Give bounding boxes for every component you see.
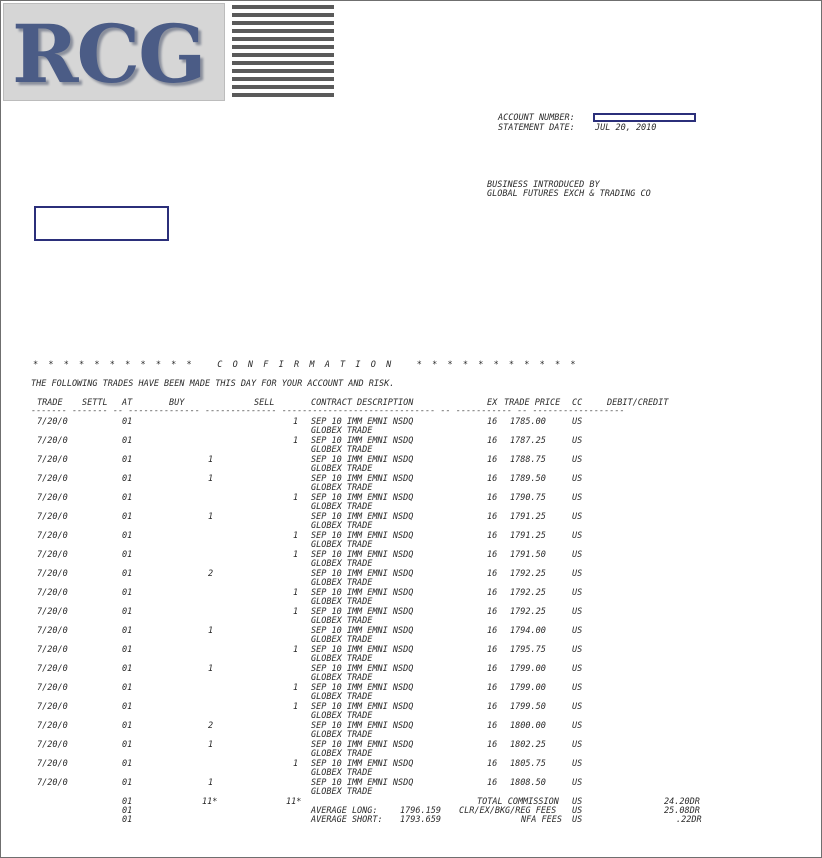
trade-exchange: 16 bbox=[487, 702, 498, 712]
trade-sell: 1 bbox=[293, 417, 299, 427]
trade-date: 7/20/0 bbox=[37, 702, 68, 712]
col-trade: TRADE bbox=[37, 398, 63, 408]
trade-exchange: 16 bbox=[487, 721, 498, 731]
trade-cc: US bbox=[572, 550, 583, 560]
trade-description-line2: GLOBEX TRADE bbox=[311, 426, 373, 436]
total-commission-amount: 24.20DR bbox=[664, 797, 700, 807]
summary-cc-3: US bbox=[572, 815, 583, 825]
col-at: AT bbox=[122, 398, 133, 408]
trade-price: 1808.50 bbox=[510, 778, 546, 788]
trade-exchange: 16 bbox=[487, 417, 498, 427]
trade-date: 7/20/0 bbox=[37, 417, 68, 427]
summary-cc-2: US bbox=[572, 806, 583, 816]
trade-description: SEP 10 IMM EMNI NSDQ bbox=[311, 702, 414, 712]
trade-sell: 1 bbox=[293, 607, 299, 617]
trade-sell: 1 bbox=[293, 436, 299, 446]
trade-sell: 1 bbox=[293, 588, 299, 598]
col-sell: SELL bbox=[254, 398, 275, 408]
summary-at-1: 01 bbox=[122, 797, 133, 807]
trade-description: SEP 10 IMM EMNI NSDQ bbox=[311, 683, 414, 693]
trade-date: 7/20/0 bbox=[37, 512, 68, 522]
trade-price: 1792.25 bbox=[510, 588, 546, 598]
trade-cc: US bbox=[572, 721, 583, 731]
trade-cc: US bbox=[572, 759, 583, 769]
trade-at: 01 bbox=[122, 664, 133, 674]
header-rule: ------- ------- -- -------------- -------------- ------------------------------ -- ----------- -- ------------------ bbox=[31, 406, 625, 416]
statement-date-label: STATEMENT DATE: bbox=[498, 123, 575, 133]
trade-price: 1799.00 bbox=[510, 683, 546, 693]
trade-description: SEP 10 IMM EMNI NSDQ bbox=[311, 626, 414, 636]
trade-buy: 1 bbox=[208, 664, 214, 674]
trade-exchange: 16 bbox=[487, 455, 498, 465]
trade-buy: 1 bbox=[208, 626, 214, 636]
trade-sell: 1 bbox=[293, 493, 299, 503]
trade-price: 1790.75 bbox=[510, 493, 546, 503]
trade-date: 7/20/0 bbox=[37, 531, 68, 541]
clr-fees-amount: 25.08DR bbox=[664, 806, 700, 816]
nfa-fees-label: NFA FEES bbox=[521, 815, 562, 825]
trade-buy: 1 bbox=[208, 740, 214, 750]
trade-date: 7/20/0 bbox=[37, 721, 68, 731]
trade-date: 7/20/0 bbox=[37, 664, 68, 674]
trade-description: SEP 10 IMM EMNI NSDQ bbox=[311, 759, 414, 769]
trade-price: 1785.00 bbox=[510, 417, 546, 427]
trade-price: 1799.50 bbox=[510, 702, 546, 712]
trade-price: 1795.75 bbox=[510, 645, 546, 655]
trade-description: SEP 10 IMM EMNI NSDQ bbox=[311, 436, 414, 446]
trade-description-line2: GLOBEX TRADE bbox=[311, 597, 373, 607]
trade-date: 7/20/0 bbox=[37, 588, 68, 598]
trade-description-line2: GLOBEX TRADE bbox=[311, 540, 373, 550]
trade-description-line2: GLOBEX TRADE bbox=[311, 673, 373, 683]
trade-cc: US bbox=[572, 436, 583, 446]
trade-exchange: 16 bbox=[487, 683, 498, 693]
trade-exchange: 16 bbox=[487, 531, 498, 541]
trade-at: 01 bbox=[122, 493, 133, 503]
trade-description-line2: GLOBEX TRADE bbox=[311, 521, 373, 531]
trade-exchange: 16 bbox=[487, 436, 498, 446]
trade-description-line2: GLOBEX TRADE bbox=[311, 768, 373, 778]
trade-sell: 1 bbox=[293, 645, 299, 655]
trade-description-line2: GLOBEX TRADE bbox=[311, 787, 373, 797]
trade-at: 01 bbox=[122, 683, 133, 693]
col-cc: CC bbox=[572, 398, 583, 408]
trade-cc: US bbox=[572, 417, 583, 427]
trade-date: 7/20/0 bbox=[37, 436, 68, 446]
trade-exchange: 16 bbox=[487, 607, 498, 617]
trade-buy: 1 bbox=[208, 455, 214, 465]
trade-description-line2: GLOBEX TRADE bbox=[311, 692, 373, 702]
trade-buy: 1 bbox=[208, 778, 214, 788]
trade-cc: US bbox=[572, 493, 583, 503]
trade-buy: 1 bbox=[208, 474, 214, 484]
col-buy: BUY bbox=[169, 398, 185, 408]
trade-description: SEP 10 IMM EMNI NSDQ bbox=[311, 664, 414, 674]
trade-price: 1787.25 bbox=[510, 436, 546, 446]
trade-date: 7/20/0 bbox=[37, 626, 68, 636]
trade-description: SEP 10 IMM EMNI NSDQ bbox=[311, 645, 414, 655]
trade-at: 01 bbox=[122, 455, 133, 465]
trade-description: SEP 10 IMM EMNI NSDQ bbox=[311, 474, 414, 484]
trade-at: 01 bbox=[122, 645, 133, 655]
trade-price: 1791.25 bbox=[510, 512, 546, 522]
summary-at-2: 01 bbox=[122, 806, 133, 816]
trade-at: 01 bbox=[122, 569, 133, 579]
trade-sell: 1 bbox=[293, 550, 299, 560]
trade-description-line2: GLOBEX TRADE bbox=[311, 483, 373, 493]
trade-description: SEP 10 IMM EMNI NSDQ bbox=[311, 550, 414, 560]
trade-price: 1791.50 bbox=[510, 550, 546, 560]
trade-exchange: 16 bbox=[487, 569, 498, 579]
trade-description: SEP 10 IMM EMNI NSDQ bbox=[311, 512, 414, 522]
col-ex: EX bbox=[487, 398, 498, 408]
trade-at: 01 bbox=[122, 474, 133, 484]
total-commission-label: TOTAL COMMISSION bbox=[477, 797, 559, 807]
trade-cc: US bbox=[572, 664, 583, 674]
average-long-label: AVERAGE LONG: bbox=[311, 806, 378, 816]
trade-description-line2: GLOBEX TRADE bbox=[311, 730, 373, 740]
trade-price: 1799.00 bbox=[510, 664, 546, 674]
trade-price: 1792.25 bbox=[510, 607, 546, 617]
trade-description-line2: GLOBEX TRADE bbox=[311, 502, 373, 512]
trade-at: 01 bbox=[122, 778, 133, 788]
trade-cc: US bbox=[572, 455, 583, 465]
col-debit-credit: DEBIT/CREDIT bbox=[607, 398, 669, 408]
trade-at: 01 bbox=[122, 702, 133, 712]
confirmation-intro: THE FOLLOWING TRADES HAVE BEEN MADE THIS DAY FOR YOUR ACCOUNT AND RISK. bbox=[31, 379, 395, 389]
trade-sell: 1 bbox=[293, 759, 299, 769]
trade-exchange: 16 bbox=[487, 645, 498, 655]
trade-exchange: 16 bbox=[487, 759, 498, 769]
trade-description: SEP 10 IMM EMNI NSDQ bbox=[311, 569, 414, 579]
col-settl: SETTL bbox=[82, 398, 108, 408]
introduced-by-line2: GLOBAL FUTURES EXCH & TRADING CO bbox=[487, 189, 651, 199]
trade-cc: US bbox=[572, 512, 583, 522]
trade-at: 01 bbox=[122, 436, 133, 446]
trade-at: 01 bbox=[122, 550, 133, 560]
trade-buy: 2 bbox=[208, 721, 214, 731]
col-contract-description: CONTRACT DESCRIPTION bbox=[311, 398, 414, 408]
trade-date: 7/20/0 bbox=[37, 550, 68, 560]
clr-fees-label: CLR/EX/BKG/REG FEES bbox=[459, 806, 557, 816]
trade-price: 1791.25 bbox=[510, 531, 546, 541]
trade-description: SEP 10 IMM EMNI NSDQ bbox=[311, 607, 414, 617]
trade-description-line2: GLOBEX TRADE bbox=[311, 711, 373, 721]
trade-cc: US bbox=[572, 531, 583, 541]
trade-cc: US bbox=[572, 778, 583, 788]
trade-description: SEP 10 IMM EMNI NSDQ bbox=[311, 493, 414, 503]
trade-date: 7/20/0 bbox=[37, 778, 68, 788]
logo-stripes bbox=[232, 5, 334, 102]
trade-description-line2: GLOBEX TRADE bbox=[311, 464, 373, 474]
summary-cc-1: US bbox=[572, 797, 583, 807]
trade-description-line2: GLOBEX TRADE bbox=[311, 616, 373, 626]
trade-at: 01 bbox=[122, 531, 133, 541]
trade-cc: US bbox=[572, 740, 583, 750]
trade-description-line2: GLOBEX TRADE bbox=[311, 559, 373, 569]
trade-at: 01 bbox=[122, 740, 133, 750]
statement-date-value: JUL 20, 2010 bbox=[595, 123, 657, 133]
trade-at: 01 bbox=[122, 607, 133, 617]
introduced-by-line1: BUSINESS INTRODUCED BY bbox=[487, 180, 600, 190]
trade-exchange: 16 bbox=[487, 740, 498, 750]
trade-price: 1789.50 bbox=[510, 474, 546, 484]
trade-description-line2: GLOBEX TRADE bbox=[311, 749, 373, 759]
trade-at: 01 bbox=[122, 512, 133, 522]
trade-date: 7/20/0 bbox=[37, 759, 68, 769]
col-trade-price: TRADE PRICE bbox=[504, 398, 561, 408]
trade-cc: US bbox=[572, 702, 583, 712]
trade-date: 7/20/0 bbox=[37, 645, 68, 655]
trade-date: 7/20/0 bbox=[37, 474, 68, 484]
trade-price: 1794.00 bbox=[510, 626, 546, 636]
trade-sell: 1 bbox=[293, 683, 299, 693]
trade-exchange: 16 bbox=[487, 550, 498, 560]
average-long-value: 1796.159 bbox=[400, 806, 441, 816]
trade-exchange: 16 bbox=[487, 588, 498, 598]
trade-at: 01 bbox=[122, 721, 133, 731]
trade-description: SEP 10 IMM EMNI NSDQ bbox=[311, 778, 414, 788]
sell-total: 11* bbox=[286, 797, 302, 807]
trade-cc: US bbox=[572, 474, 583, 484]
trade-cc: US bbox=[572, 683, 583, 693]
trade-exchange: 16 bbox=[487, 474, 498, 484]
trade-price: 1792.25 bbox=[510, 569, 546, 579]
trade-sell: 1 bbox=[293, 702, 299, 712]
trade-date: 7/20/0 bbox=[37, 607, 68, 617]
trade-price: 1788.75 bbox=[510, 455, 546, 465]
account-number-redacted bbox=[593, 113, 696, 122]
trade-cc: US bbox=[572, 569, 583, 579]
trade-description: SEP 10 IMM EMNI NSDQ bbox=[311, 740, 414, 750]
trade-at: 01 bbox=[122, 588, 133, 598]
address-redacted bbox=[34, 206, 169, 241]
average-short-label: AVERAGE SHORT: bbox=[311, 815, 383, 825]
trade-buy: 2 bbox=[208, 569, 214, 579]
trade-at: 01 bbox=[122, 626, 133, 636]
trade-buy: 1 bbox=[208, 512, 214, 522]
trade-description: SEP 10 IMM EMNI NSDQ bbox=[311, 721, 414, 731]
average-short-value: 1793.659 bbox=[400, 815, 441, 825]
trade-description-line2: GLOBEX TRADE bbox=[311, 578, 373, 588]
trade-date: 7/20/0 bbox=[37, 455, 68, 465]
summary-at-3: 01 bbox=[122, 815, 133, 825]
trade-price: 1800.00 bbox=[510, 721, 546, 731]
trade-price: 1805.75 bbox=[510, 759, 546, 769]
trade-date: 7/20/0 bbox=[37, 683, 68, 693]
trade-cc: US bbox=[572, 645, 583, 655]
trade-cc: US bbox=[572, 626, 583, 636]
trade-description-line2: GLOBEX TRADE bbox=[311, 654, 373, 664]
trade-date: 7/20/0 bbox=[37, 493, 68, 503]
trade-cc: US bbox=[572, 607, 583, 617]
trade-at: 01 bbox=[122, 417, 133, 427]
rcg-logo bbox=[3, 3, 225, 101]
trade-description: SEP 10 IMM EMNI NSDQ bbox=[311, 588, 414, 598]
trade-description: SEP 10 IMM EMNI NSDQ bbox=[311, 531, 414, 541]
account-number-label: ACCOUNT NUMBER: bbox=[498, 113, 575, 123]
trade-at: 01 bbox=[122, 759, 133, 769]
trade-description-line2: GLOBEX TRADE bbox=[311, 445, 373, 455]
trade-price: 1802.25 bbox=[510, 740, 546, 750]
trade-exchange: 16 bbox=[487, 778, 498, 788]
trade-description: SEP 10 IMM EMNI NSDQ bbox=[311, 417, 414, 427]
logo-text: RCG bbox=[12, 7, 205, 101]
trade-description: SEP 10 IMM EMNI NSDQ bbox=[311, 455, 414, 465]
trade-sell: 1 bbox=[293, 531, 299, 541]
trade-exchange: 16 bbox=[487, 664, 498, 674]
trade-cc: US bbox=[572, 588, 583, 598]
trade-date: 7/20/0 bbox=[37, 569, 68, 579]
nfa-fees-amount: .22DR bbox=[676, 815, 702, 825]
trade-exchange: 16 bbox=[487, 626, 498, 636]
trade-exchange: 16 bbox=[487, 493, 498, 503]
trade-description-line2: GLOBEX TRADE bbox=[311, 635, 373, 645]
confirmation-banner: * * * * * * * * * * * C O N F I R M A T I O N * * * * * * * * * * * bbox=[33, 360, 576, 370]
buy-total: 11* bbox=[202, 797, 218, 807]
trade-exchange: 16 bbox=[487, 512, 498, 522]
trade-date: 7/20/0 bbox=[37, 740, 68, 750]
